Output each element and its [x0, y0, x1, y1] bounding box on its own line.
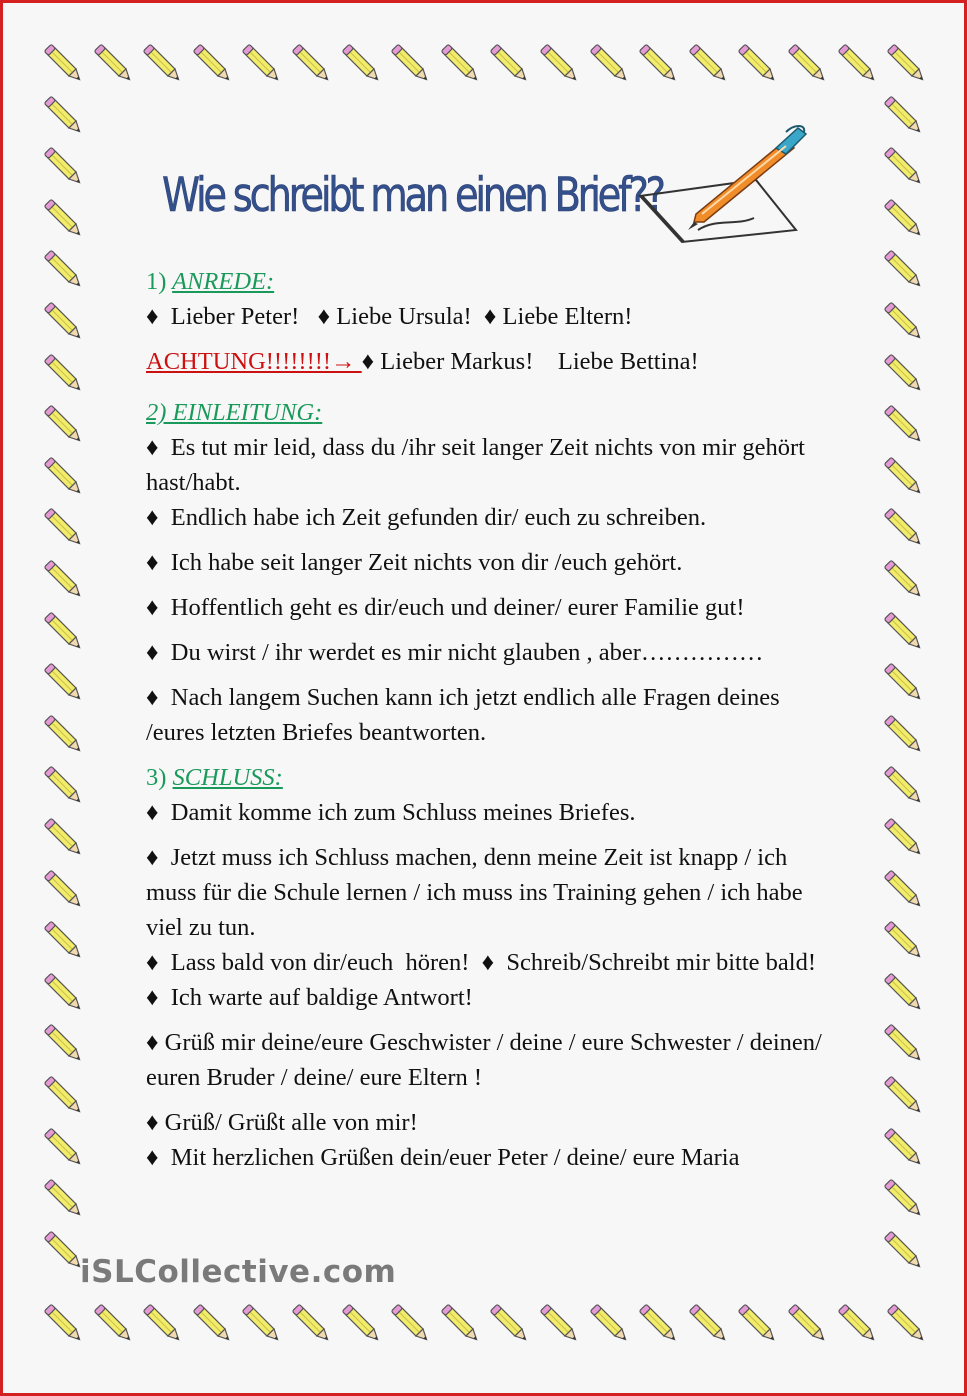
pencil-icon — [387, 40, 435, 88]
pencil-icon — [586, 1300, 634, 1348]
list-item: ♦ Nach langem Suchen kann ich jetzt endlich alle Fragen deines /eures letzten Briefes beantworten. — [146, 684, 786, 746]
pencil-icon — [40, 814, 88, 862]
heading-label: ANREDE: — [172, 268, 275, 295]
pencil-icon — [734, 40, 782, 88]
pencil-icon — [40, 762, 88, 810]
pencil-icon — [880, 143, 928, 191]
pencil-icon — [40, 401, 88, 449]
pencil-icon — [90, 40, 138, 88]
pencil-icon — [40, 1124, 88, 1172]
pencil-icon — [880, 1020, 928, 1068]
list-item: ♦ Damit komme ich zum Schluss meines Briefes. — [146, 799, 636, 826]
pencil-icon — [40, 504, 88, 552]
pencil-icon — [880, 1072, 928, 1120]
pencil-icon — [880, 1227, 928, 1275]
pencil-icon — [40, 40, 88, 88]
pencil-icon — [40, 866, 88, 914]
pencil-icon — [40, 453, 88, 501]
worksheet-title: Wie schreibt man einen Brief?? — [162, 168, 663, 223]
heading-einleitung — [146, 395, 836, 430]
achtung-examples: ♦ Lieber Markus! Liebe Bettina! — [361, 348, 699, 375]
watermark-logo: iSLCollective.com — [80, 1254, 397, 1290]
pencil-icon — [635, 1300, 683, 1348]
pencil-icon — [880, 453, 928, 501]
pencil-icon — [536, 1300, 584, 1348]
pencil-icon — [40, 556, 88, 604]
pencil-icon — [486, 1300, 534, 1348]
pencil-icon — [880, 866, 928, 914]
heading-label: 2) EINLEITUNG: — [146, 399, 323, 426]
pencil-icon — [880, 917, 928, 965]
heading-schluss — [146, 760, 836, 795]
pencil-icon — [40, 92, 88, 140]
pencil-icon — [536, 40, 584, 88]
pencil-icon — [880, 246, 928, 294]
pencil-icon — [486, 40, 534, 88]
anrede-line: ♦ Lieber Peter! ♦ Liebe Ursula! ♦ Liebe Eltern! — [146, 303, 633, 330]
pencil-icon — [880, 556, 928, 604]
pencil-icon — [834, 1300, 882, 1348]
pencil-icon — [586, 40, 634, 88]
worksheet-content — [146, 264, 836, 1175]
pencil-icon — [40, 969, 88, 1017]
pencil-icon — [880, 350, 928, 398]
list-item: ♦ Jetzt muss ich Schluss machen, denn meine Zeit ist knapp / ich muss für die Schule lernen / ich muss ins Training gehen / ich habe viel zu tun. — [146, 844, 809, 941]
pencil-icon — [685, 40, 733, 88]
pencil-icon — [40, 1020, 88, 1068]
achtung-label: ACHTUNG!!!!!!!!→ — [146, 348, 362, 375]
pencil-icon — [288, 1300, 336, 1348]
heading-number: 1) — [146, 268, 167, 295]
pencil-icon — [734, 1300, 782, 1348]
pencil-icon — [90, 1300, 138, 1348]
pencil-icon — [880, 1175, 928, 1223]
pencil-icon — [338, 1300, 386, 1348]
pencil-icon — [40, 195, 88, 243]
pencil-icon — [139, 1300, 187, 1348]
list-item: ♦ Grüß mir deine/eure Geschwister / deine / eure Schwester / deinen/ euren Bruder / deine/ eure Eltern ! — [146, 1029, 828, 1091]
list-item: ♦ Du wirst / ihr werdet es mir nicht glauben , aber…………… — [146, 639, 764, 666]
pencil-icon — [880, 608, 928, 656]
pencil-icon — [880, 1124, 928, 1172]
pencil-icon — [40, 659, 88, 707]
pencil-icon — [238, 40, 286, 88]
pencil-icon — [40, 917, 88, 965]
pencil-icon — [880, 92, 928, 140]
pencil-icon — [437, 1300, 485, 1348]
pencil-icon — [883, 1300, 931, 1348]
pencil-icon — [40, 1300, 88, 1348]
pencil-icon — [880, 711, 928, 759]
pencil-icon — [238, 1300, 286, 1348]
pencil-icon — [880, 762, 928, 810]
pencil-icon — [40, 608, 88, 656]
pencil-icon — [338, 40, 386, 88]
pencil-icon — [40, 143, 88, 191]
pencil-icon — [288, 40, 336, 88]
list-item: ♦ Es tut mir leid, dass du /ihr seit langer Zeit nichts von mir gehört hast/habt. — [146, 434, 812, 496]
list-item: ♦ Ich habe seit langer Zeit nichts von dir /euch gehört. — [146, 549, 683, 576]
heading-number: 3) — [146, 764, 167, 791]
pencil-icon — [40, 711, 88, 759]
pencil-icon — [189, 1300, 237, 1348]
pencil-icon — [784, 40, 832, 88]
heading-label: SCHLUSS: — [172, 764, 283, 791]
heading-anrede — [146, 264, 836, 299]
pencil-icon — [880, 814, 928, 862]
pencil-icon — [784, 1300, 832, 1348]
pencil-icon — [40, 1175, 88, 1223]
pencil-icon — [880, 504, 928, 552]
pencil-icon — [883, 40, 931, 88]
pencil-icon — [880, 401, 928, 449]
pencil-icon — [880, 659, 928, 707]
pencil-icon — [635, 40, 683, 88]
pencil-icon — [880, 195, 928, 243]
pencil-icon — [437, 40, 485, 88]
pencil-icon — [685, 1300, 733, 1348]
pencil-icon — [880, 298, 928, 346]
pen-writing-icon — [636, 118, 808, 246]
list-item: ♦ Grüß/ Grüßt alle von mir! — [146, 1109, 418, 1136]
pencil-icon — [139, 40, 187, 88]
list-item: ♦ Mit herzlichen Grüßen dein/euer Peter / deine/ eure Maria — [146, 1144, 740, 1171]
achtung-line — [146, 344, 836, 379]
list-item: ♦ Lass bald von dir/euch hören! ♦ Schreib/Schreibt mir bitte bald! ♦ Ich warte auf baldige Antwort! — [146, 949, 835, 1011]
pencil-icon — [880, 969, 928, 1017]
pencil-icon — [40, 350, 88, 398]
list-item: ♦ Hoffentlich geht es dir/euch und deiner/ eurer Familie gut! — [146, 594, 745, 621]
pencil-icon — [387, 1300, 435, 1348]
pencil-icon — [40, 298, 88, 346]
pencil-icon — [189, 40, 237, 88]
list-item: ♦ Endlich habe ich Zeit gefunden dir/ euch zu schreiben. — [146, 504, 707, 531]
pencil-icon — [834, 40, 882, 88]
pencil-icon — [40, 1072, 88, 1120]
pencil-icon — [40, 246, 88, 294]
